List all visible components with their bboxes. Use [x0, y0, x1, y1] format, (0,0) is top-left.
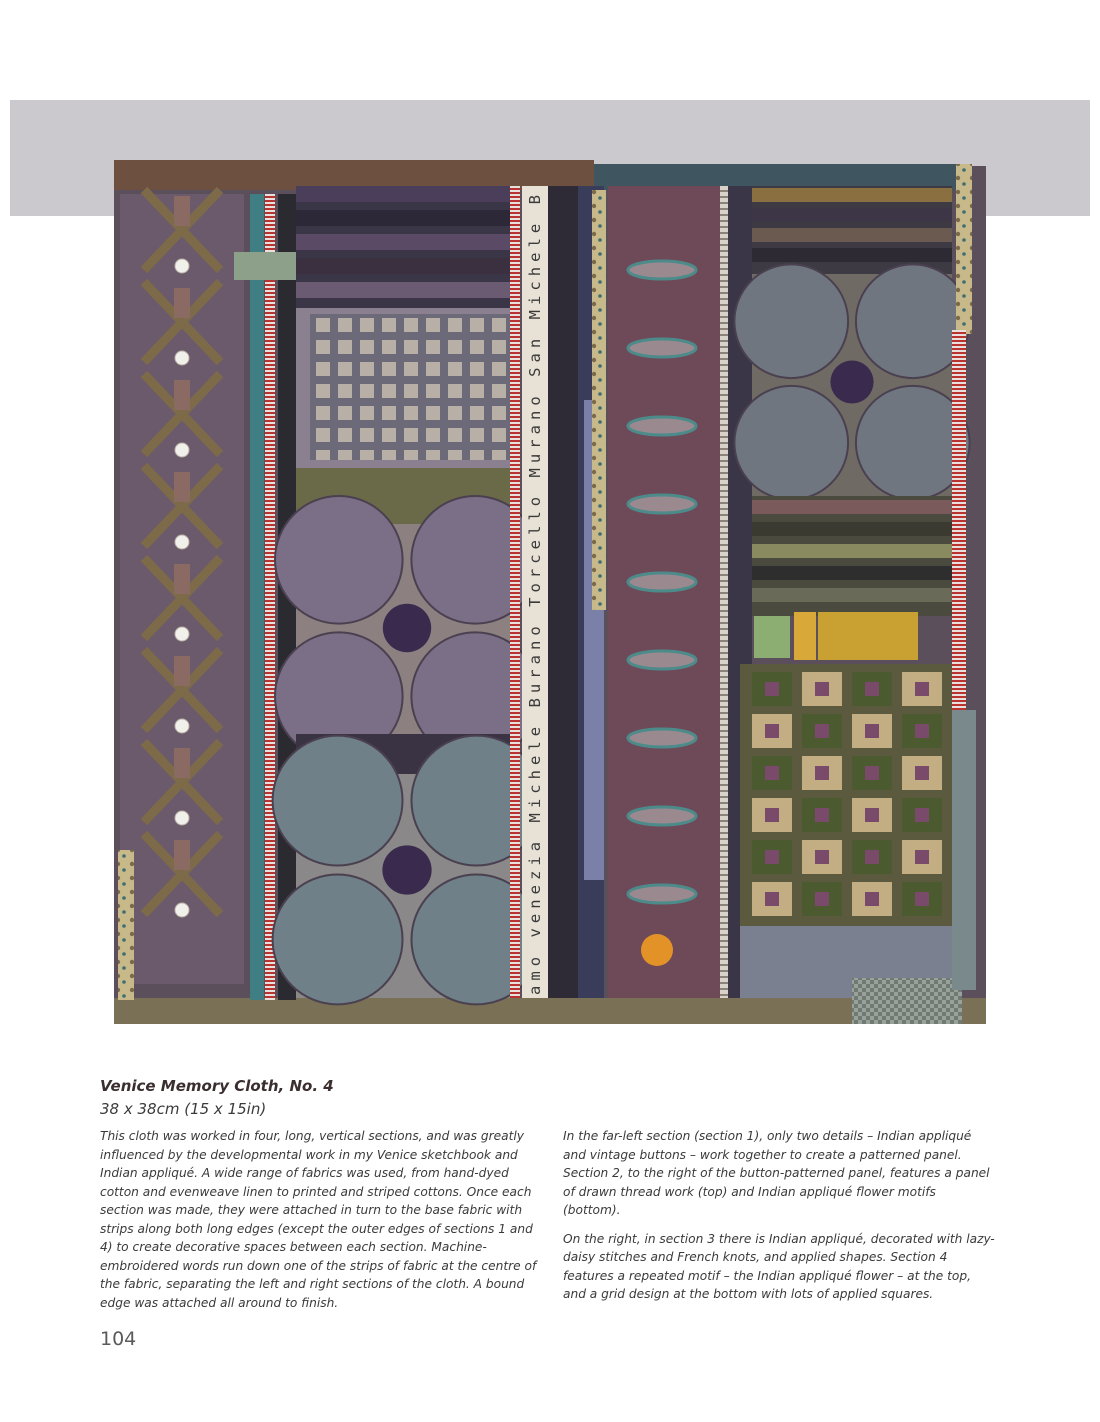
stitched-bar: [296, 234, 518, 250]
applique-flower-centre: [383, 604, 431, 652]
vintage-button: [175, 903, 189, 917]
body-paragraph: On the right, in section 3 there is Indian appliqué, decorated with lazy-daisy stitches and French knots, and applied shapes. Section 4 features a repeated motif – the Indian appliqué flower – at the top, and a grid design at the bottom with lots of applied squares.: [563, 1231, 995, 1301]
patterned-square: [818, 612, 918, 660]
applique-flower-petal: [273, 736, 403, 866]
applied-square-centre: [815, 850, 829, 864]
applied-square-centre: [765, 766, 779, 780]
applied-square-centre: [865, 724, 879, 738]
drawn-thread-grid: [310, 314, 510, 460]
dark-strip-2: [548, 186, 578, 998]
artwork-title: Venice Memory Cloth, No. 4: [100, 1077, 334, 1095]
lazy-daisy-oval: [628, 261, 696, 279]
applique-flower-centre: [382, 845, 431, 894]
applique-flower-petal: [734, 386, 848, 500]
applied-square-centre: [765, 892, 779, 906]
body-column-left: [100, 1127, 548, 1322]
applied-square-centre: [865, 808, 879, 822]
stitched-bar: [752, 208, 952, 222]
check-patch: [852, 978, 962, 1024]
yellow-square: [794, 612, 816, 660]
applied-square-centre: [765, 850, 779, 864]
stitched-bar: [296, 210, 518, 226]
applique-flower-petal: [734, 264, 848, 378]
machine-embroidered-words: amo venezia Michele Burano Torcello Murano San Michele B: [526, 195, 544, 995]
applied-square-centre: [915, 892, 929, 906]
teal-strip: [250, 194, 264, 1000]
applied-square-centre: [815, 682, 829, 696]
lazy-daisy-oval: [628, 495, 696, 513]
applique-flower-petal: [411, 736, 541, 866]
body-paragraph: This cloth was worked in four, long, vertical sections, and was greatly influenced by the developmental work in my Venice sketchbook and Indian appliqué. A wide range of fabrics was used, from hand-dyed cotton and evenweave linen to printed and striped cottons. Once each section was made, they were attached in turn to the base fabric with strips along both long edges (except the outer edges of sections 1 and 4) to create decorative spaces between each section. Machine-embroidered words run down one of the strips of fabric at the centre of the fabric, separating the left and right sections of the cloth. A bound edge was attached all around to finish.: [100, 1129, 537, 1310]
vintage-button: [175, 351, 189, 365]
wrapped-stitch-bar: [174, 564, 190, 594]
left-edge-floral-strip: [118, 850, 134, 1000]
stitched-bar: [752, 248, 952, 262]
wrapped-stitch-bar: [174, 472, 190, 502]
applied-square-centre: [765, 808, 779, 822]
stitched-bar: [752, 522, 952, 536]
applique-flower-petal: [273, 874, 403, 1004]
lazy-daisy-oval: [628, 573, 696, 591]
green-patch: [234, 252, 296, 280]
textile-artwork-image: [114, 160, 986, 1030]
red-stripe-strip-2: [510, 186, 520, 998]
applied-square-centre: [765, 724, 779, 738]
applique-flower-petal: [411, 874, 541, 1004]
vintage-button: [175, 719, 189, 733]
right-edge-floral-strip: [956, 164, 972, 334]
top-binding-left: [114, 160, 594, 190]
stitched-bar: [752, 228, 952, 242]
applied-square-centre: [915, 766, 929, 780]
green-square: [754, 616, 790, 658]
right-edge-grey-strip: [952, 710, 976, 990]
applied-square-centre: [765, 682, 779, 696]
ladder-trim: [720, 186, 728, 998]
stitched-bar: [752, 566, 952, 580]
artwork-dimensions: 38 x 38cm (15 x 15in): [100, 1100, 267, 1118]
wrapped-stitch-bar: [174, 380, 190, 410]
lazy-daisy-oval: [628, 651, 696, 669]
applied-square-centre: [915, 850, 929, 864]
vintage-button: [175, 627, 189, 641]
lazy-daisy-oval: [628, 417, 696, 435]
lazy-daisy-oval: [628, 885, 696, 903]
applied-square-centre: [915, 682, 929, 696]
stitched-bar: [752, 500, 952, 514]
red-stripe-strip-1: [265, 194, 275, 1000]
wrapped-stitch-bar: [174, 748, 190, 778]
lazy-daisy-oval: [628, 807, 696, 825]
wrapped-stitch-bar: [174, 656, 190, 686]
applied-square-centre: [815, 766, 829, 780]
applied-square-centre: [815, 724, 829, 738]
page-number: 104: [100, 1328, 137, 1350]
stitched-bar: [752, 188, 952, 202]
lazy-daisy-oval: [628, 729, 696, 747]
stitched-bar: [752, 588, 952, 602]
red-stripe-strip-3: [952, 330, 966, 710]
applied-square-centre: [865, 850, 879, 864]
wrapped-stitch-bar: [174, 840, 190, 870]
body-paragraph: In the far-left section (section 1), only two details – Indian appliqué and vintage buttons – work together to create a patterned panel. Section 2, to the right of the button-patterned panel, features a panel of drawn thread work (top) and Indian appliqué flower motifs (bottom).: [563, 1129, 990, 1217]
vintage-button: [175, 259, 189, 273]
stitched-bar: [296, 258, 518, 274]
applied-square-centre: [815, 808, 829, 822]
lazy-daisy-oval: [628, 339, 696, 357]
stitched-bar: [296, 186, 518, 202]
applique-flower-petal: [275, 496, 403, 624]
body-column-right: [563, 1127, 995, 1314]
vintage-button: [175, 535, 189, 549]
applied-square-centre: [865, 682, 879, 696]
applied-square-centre: [865, 766, 879, 780]
stitched-bar: [752, 544, 952, 558]
applied-square-centre: [915, 808, 929, 822]
stitched-bar: [296, 282, 518, 298]
floral-strip-centre: [592, 190, 606, 610]
wrapped-stitch-bar: [174, 288, 190, 318]
orange-circle-applique: [641, 934, 673, 966]
applied-square-centre: [865, 892, 879, 906]
vintage-button: [175, 443, 189, 457]
vintage-button: [175, 811, 189, 825]
wrapped-stitch-bar: [174, 196, 190, 226]
applied-square-centre: [815, 892, 829, 906]
applied-square-centre: [915, 724, 929, 738]
applique-flower-centre: [830, 360, 873, 403]
